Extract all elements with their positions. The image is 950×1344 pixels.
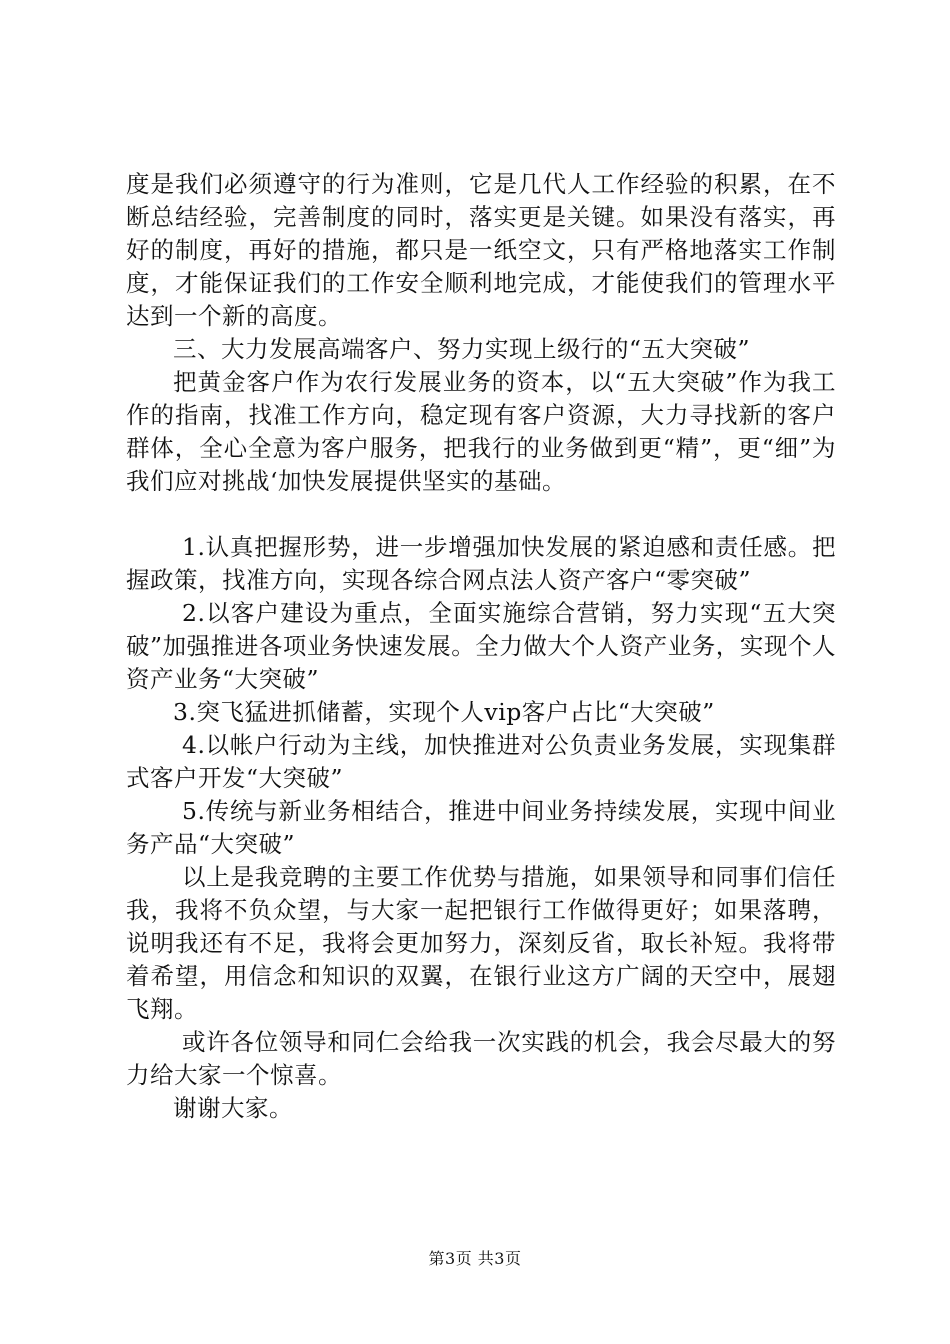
list-item-1: 1.认真把握形势，进一步增强加快发展的紧迫感和责任感。把握政策，找准方向，实现各综合网点法人资产客户“零突破” [126,533,836,594]
list-item-3: 3.突飞猛进抓储蓄，实现个人vip客户占比“大突破” [173,698,715,726]
paragraph-conclusion: 以上是我竞聘的主要工作优势与措施，如果领导和同事们信任我，我将不负众望，与大家一起把银行工作做得更好；如果落聘，说明我还有不足，我将会更加努力，深刻反省，取长补短。我将带着希望，用信念和知识的双翼，在银行业这方广阔的天空中，展翅飞翔。 [126,863,836,1023]
paragraph-continuation: 度是我们必须遵守的行为准则，它是几代人工作经验的积累，在不断总结经验，完善制度的同时，落实更是关键。如果没有落实，再好的制度，再好的措施，都只是一纸空文，只有严格地落实工作制度，才能保证我们的工作安全顺利地完成，才能使我们的管理水平达到一个新的高度。 [126,170,836,330]
paragraph-thanks: 谢谢大家。 [173,1094,293,1122]
paragraph-hope: 或许各位领导和同仁会给我一次实践的机会，我会尽最大的努力给大家一个惊喜。 [126,1028,836,1089]
list-item-2: 2.以客户建设为重点，全面实施综合营销，努力实现“五大突破”加强推进各项业务快速发展。全力做大个人资产业务，实现个人资产业务“大突破” [126,599,836,693]
list-item-4: 4.以帐户行动为主线，加快推进对公负责业务发展，实现集群式客户开发“大突破” [126,731,836,792]
section-heading: 三、大力发展高端客户、努力实现上级行的“五大突破” [173,335,751,363]
page-footer: 第3页 共3页 [428,1249,522,1268]
paragraph-gap [126,498,836,531]
document-body [126,168,836,1125]
list-item-5: 5.传统与新业务相结合，推进中间业务持续发展，实现中间业务产品“大突破” [126,797,836,858]
paragraph-gold-customers: 把黄金客户作为农行发展业务的资本，以“五大突破”作为我工作的指南，找准工作方向，稳定现有客户资源，大力寻找新的客户群体，全心全意为客户服务，把我行的业务做到更“精”，更“细”为我们应对挑战‘加快发展提供坚实的基础。 [126,368,836,495]
